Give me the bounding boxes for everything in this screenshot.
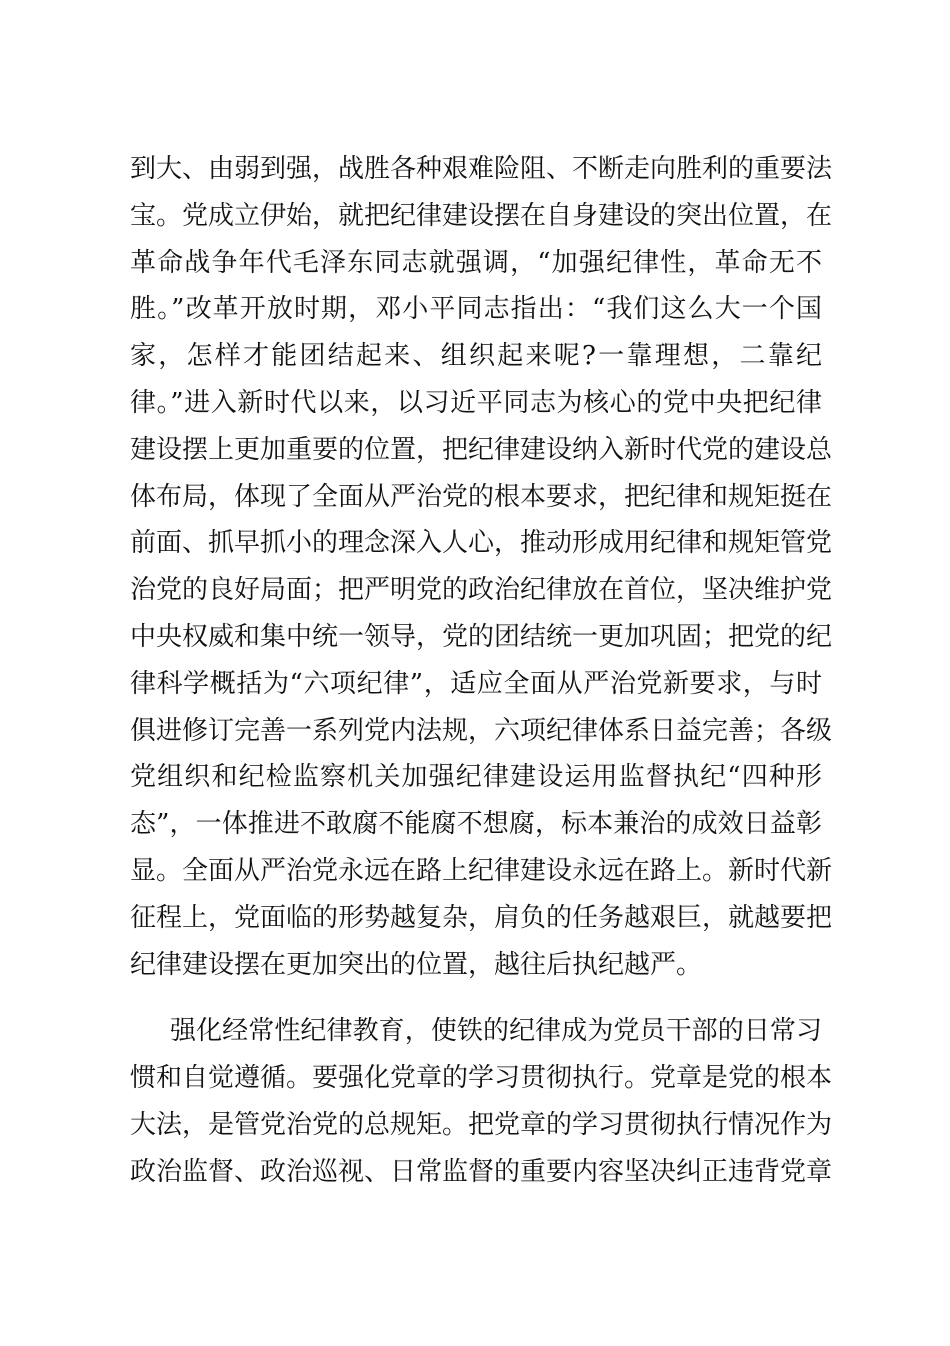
text-line: 强化经常性纪律教育，使铁的纪律成为党员干部的日常习 [170,1016,822,1047]
text-line: 大法，是管党治党的总规矩。把党章的学习贯彻执行情况作为 [130,1109,833,1140]
text-line: 治党的良好局面；把严明党的政治纪律放在首位，坚决维护党 [130,575,833,606]
text-line: 俱进修订完善一系列党内法规，六项纪律体系日益完善；各级 [130,715,833,746]
text-line: 胜。”改革开放时期，邓小平同志指出：“我们这么大一个国 [130,294,822,325]
text-line: 显。全面从严治党永远在路上纪律建设永远在路上。新时代新 [130,855,833,886]
text-line: 律。”进入新时代以来，以习近平同志为核心的党中央把纪律 [130,387,822,418]
text-line: 建设摆上更加重要的位置，把纪律建设纳入新时代党的建设总 [130,434,833,465]
text-line: 纪律建设摆在更加突出的位置，越往后执纪越严。 [130,949,703,980]
text-line: 律科学概括为“六项纪律”，适应全面从严治党新要求，与时 [130,668,822,699]
text-line: 家，怎样才能团结起来、组织起来呢?一靠理想，二靠纪 [130,341,822,372]
paragraph-2 [130,1008,833,1195]
text-line: 政治监督、政治巡视、日常监督的重要内容坚决纠正违背党章 [130,1156,833,1187]
text-line: 前面、抓早抓小的理念深入人心，推动形成用纪律和规矩管党 [130,528,833,559]
text-line: 宝。党成立伊始，就把纪律建设摆在自身建设的突出位置，在 [130,200,833,231]
text-line: 惯和自觉遵循。要强化党章的学习贯彻执行。党章是党的根本 [130,1063,833,1094]
text-line: 体布局，体现了全面从严治党的根本要求，把纪律和规矩挺在 [130,481,833,512]
text-line: 到大、由弱到强，战胜各种艰难险阻、不断走向胜利的重要法 [130,154,833,184]
paragraph-1 [130,146,833,988]
text-line: 征程上，党面临的形势越复杂，肩负的任务越艰巨，就越要把 [130,902,833,933]
text-line: 中央权威和集中统一领导，党的团结统一更加巩固；把党的纪 [130,621,833,652]
paragraph-gap [130,988,822,1008]
text-line: 革命战争年代毛泽东同志就强调，“加强纪律性，革命无不 [130,247,822,278]
text-line: 党组织和纪检监察机关加强纪律建设运用监督执纪“四种形 [130,762,822,793]
document-body [130,146,833,1196]
text-line: 态”，一体推进不敢腐不能腐不想腐，标本兼治的成效日益彰 [130,809,822,840]
